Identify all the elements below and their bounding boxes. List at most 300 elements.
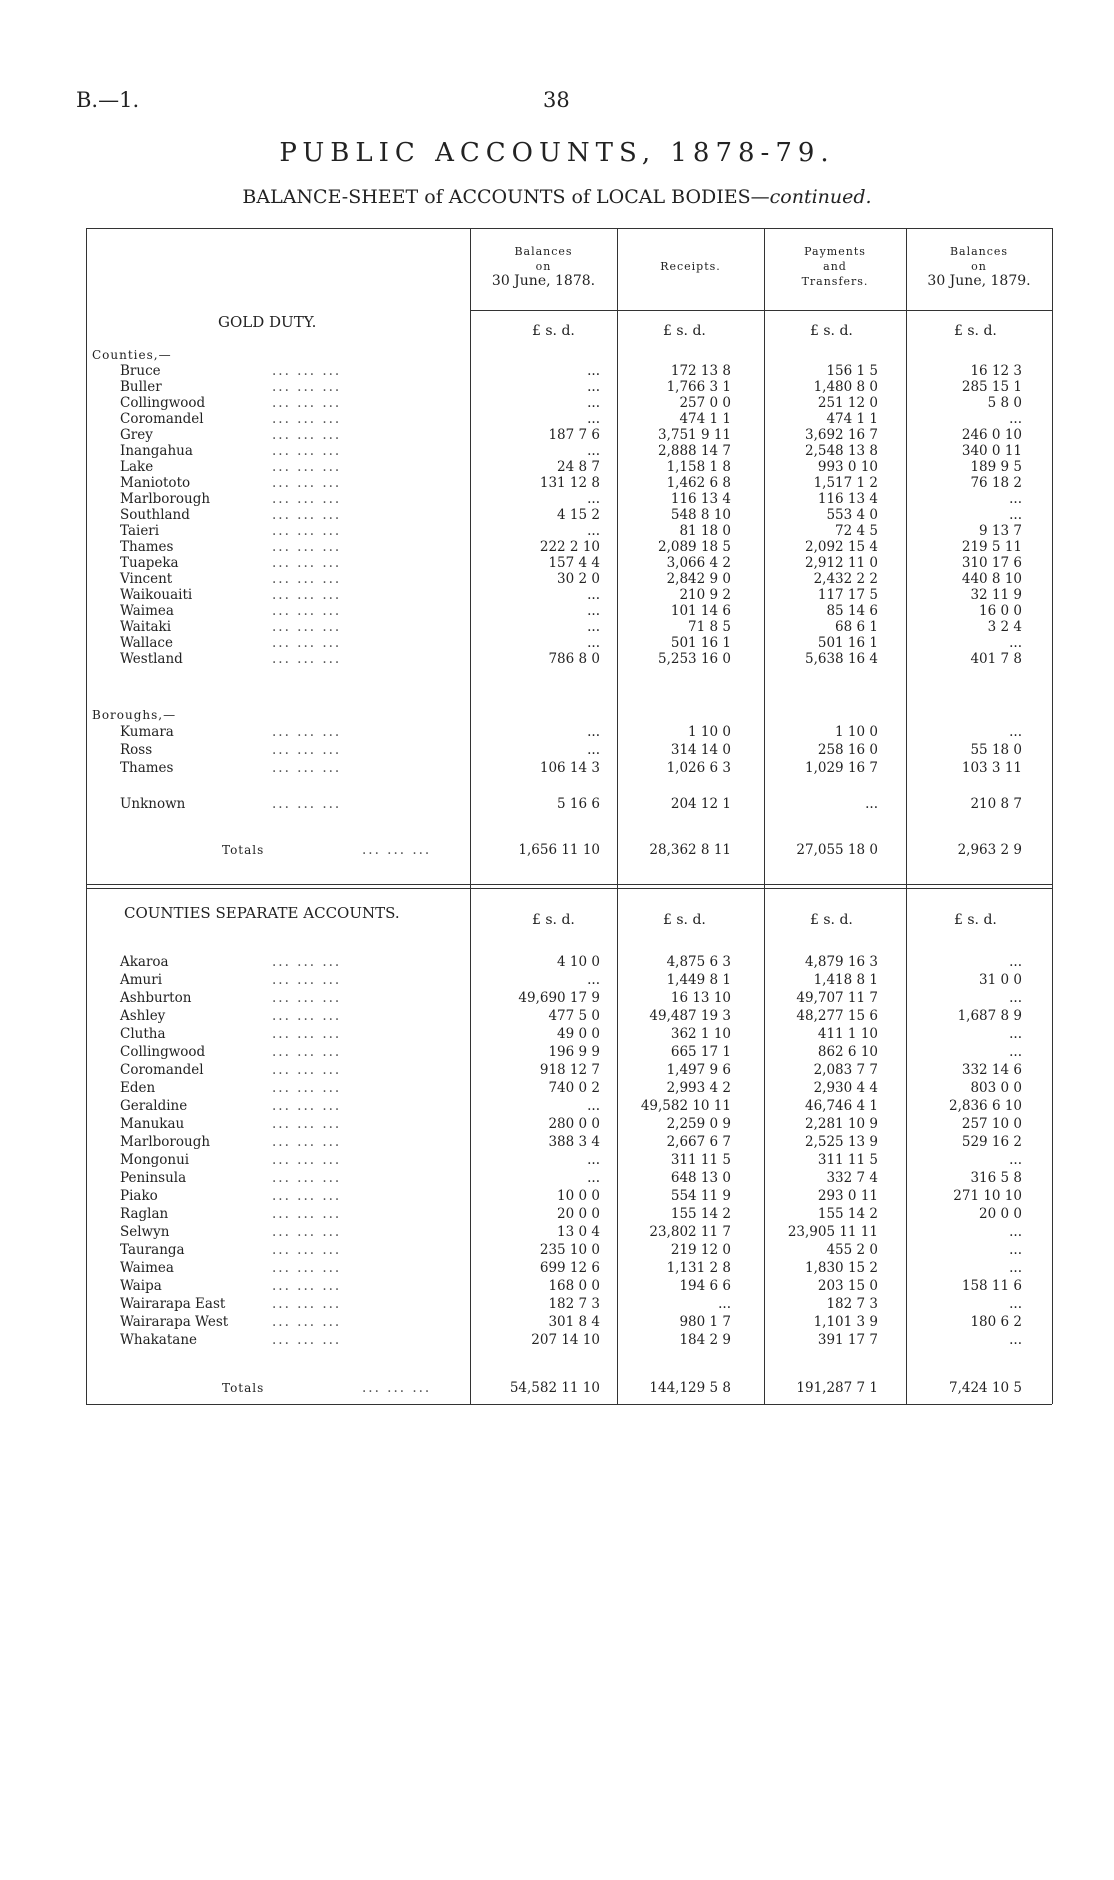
- balance-1879-cell: 219 5 11: [961, 539, 1022, 555]
- table-row-totals: [0, 1380, 1114, 1397]
- row-label: Vincent: [120, 571, 173, 587]
- balance-1878-cell: ...: [587, 443, 600, 459]
- balance-1879-cell: 16 0 0: [979, 603, 1022, 619]
- balance-1878-cell: 157 4 4: [548, 555, 600, 571]
- leader-dots: ... ... ...: [272, 796, 342, 812]
- balance-1879-cell: 1,687 8 9: [957, 1008, 1022, 1024]
- table-row: [0, 395, 1114, 412]
- balance-1879-cell: ...: [1009, 1296, 1022, 1312]
- payments-cell: 1,101 3 9: [813, 1314, 878, 1330]
- payments-cell: 332 7 4: [826, 1170, 878, 1186]
- balance-1878-cell: 477 5 0: [548, 1008, 600, 1024]
- row-label: Waikouaiti: [120, 587, 193, 603]
- leader-dots: ... ... ...: [272, 411, 342, 427]
- payments-cell: 155 14 2: [817, 1206, 878, 1222]
- receipts-cell: 184 2 9: [679, 1332, 731, 1348]
- leader-dots: ... ... ...: [362, 842, 432, 858]
- balance-1878-cell: 786 8 0: [548, 651, 600, 667]
- balance-1879-cell: ...: [1009, 1152, 1022, 1168]
- row-label: Manukau: [120, 1116, 185, 1132]
- receipts-cell: 23,802 11 7: [649, 1224, 731, 1240]
- leader-dots: ... ... ...: [272, 990, 342, 1006]
- leader-dots: ... ... ...: [272, 587, 342, 603]
- group-title-boroughs: Boroughs,—: [92, 708, 177, 722]
- table-row: [0, 760, 1114, 777]
- balance-1878-cell: ...: [587, 411, 600, 427]
- leader-dots: ... ... ...: [272, 1116, 342, 1132]
- payments-cell: 2,930 4 4: [813, 1080, 878, 1096]
- balance-1878-cell: 13 0 4: [557, 1224, 600, 1240]
- header-line-3: 30 June, 1878.: [491, 273, 596, 289]
- receipts-cell: 1,158 1 8: [666, 459, 731, 475]
- leader-dots: ... ... ...: [272, 1098, 342, 1114]
- page-title: PUBLIC ACCOUNTS, 1878-79.: [279, 138, 835, 168]
- payments-cell: 293 0 11: [817, 1188, 878, 1204]
- leader-dots: ... ... ...: [272, 491, 342, 507]
- receipts-cell: 219 12 0: [670, 1242, 731, 1258]
- header-line-1: Balances: [514, 245, 573, 258]
- row-label: Peninsula: [120, 1170, 187, 1186]
- table-row: [0, 491, 1114, 508]
- table-row: [0, 459, 1114, 476]
- balance-1879-cell: 180 6 2: [970, 1314, 1022, 1330]
- balance-1878-cell: ...: [587, 587, 600, 603]
- balance-1878-cell: 5 16 6: [557, 796, 600, 812]
- table-row: [0, 571, 1114, 588]
- balance-1878-cell: 1,656 11 10: [518, 842, 600, 858]
- row-label: Maniototo: [120, 475, 191, 491]
- row-label: Totals: [222, 843, 265, 857]
- balance-1878-cell: ...: [587, 603, 600, 619]
- balance-1879-cell: ...: [1009, 724, 1022, 740]
- balance-1879-cell: ...: [1009, 491, 1022, 507]
- receipts-cell: 2,888 14 7: [658, 443, 731, 459]
- payments-cell: 553 4 0: [826, 507, 878, 523]
- section-title-gold-duty: GOLD DUTY.: [218, 313, 317, 331]
- receipts-cell: 28,362 8 11: [649, 842, 731, 858]
- leader-dots: ... ... ...: [272, 972, 342, 988]
- payments-cell: 203 15 0: [817, 1278, 878, 1294]
- leader-dots: ... ... ...: [272, 539, 342, 555]
- balance-1879-cell: 16 12 3: [970, 363, 1022, 379]
- receipts-cell: 1,766 3 1: [666, 379, 731, 395]
- header-line-1: Payments: [804, 245, 866, 258]
- header-line-3: 30 June, 1879.: [927, 273, 1031, 289]
- currency-units-label: £ s. d.: [532, 323, 575, 339]
- row-label: Thames: [120, 760, 174, 776]
- table-row: [0, 1080, 1114, 1097]
- table-row: [0, 1044, 1114, 1061]
- table-row: [0, 1116, 1114, 1133]
- table-row: [0, 1314, 1114, 1331]
- currency-units-label: £ s. d.: [663, 323, 706, 339]
- leader-dots: ... ... ...: [272, 523, 342, 539]
- row-label: Wairarapa West: [120, 1314, 229, 1330]
- row-label: Bruce: [120, 363, 161, 379]
- row-label: Coromandel: [120, 411, 204, 427]
- page-number: 38: [543, 88, 570, 112]
- balance-1878-cell: 49,690 17 9: [518, 990, 600, 1006]
- row-label: Kumara: [120, 724, 174, 740]
- payments-cell: 251 12 0: [817, 395, 878, 411]
- leader-dots: ... ... ...: [272, 635, 342, 651]
- table-row: [0, 651, 1114, 668]
- payments-cell: 3,692 16 7: [805, 427, 878, 443]
- table-row: [0, 475, 1114, 492]
- balance-1878-cell: 4 10 0: [557, 954, 600, 970]
- receipts-cell: 3,751 9 11: [658, 427, 731, 443]
- balance-1879-cell: 257 10 0: [961, 1116, 1022, 1132]
- receipts-cell: 648 13 0: [670, 1170, 731, 1186]
- row-label: Wallace: [120, 635, 173, 651]
- receipts-cell: 5,253 16 0: [658, 651, 731, 667]
- receipts-cell: 665 17 1: [670, 1044, 731, 1060]
- receipts-cell: 1,449 8 1: [666, 972, 731, 988]
- receipts-cell: 144,129 5 8: [649, 1380, 731, 1396]
- receipts-cell: 3,066 4 2: [666, 555, 731, 571]
- payments-cell: 993 0 10: [817, 459, 878, 475]
- payments-cell: 1,029 16 7: [805, 760, 878, 776]
- leader-dots: ... ... ...: [272, 1296, 342, 1312]
- row-label: Buller: [120, 379, 162, 395]
- balance-1879-cell: ...: [1009, 411, 1022, 427]
- leader-dots: ... ... ...: [272, 954, 342, 970]
- balance-1879-cell: 803 0 0: [970, 1080, 1022, 1096]
- receipts-cell: 1,497 9 6: [666, 1062, 731, 1078]
- payments-cell: 411 1 10: [817, 1026, 878, 1042]
- payments-cell: 191,287 7 1: [796, 1380, 878, 1396]
- row-label: Clutha: [120, 1026, 166, 1042]
- table-row: [0, 1062, 1114, 1079]
- balance-1878-cell: 388 3 4: [548, 1134, 600, 1150]
- row-label: Unknown: [120, 796, 186, 812]
- payments-cell: 474 1 1: [826, 411, 878, 427]
- leader-dots: ... ... ...: [272, 363, 342, 379]
- balance-1879-cell: 32 11 9: [970, 587, 1022, 603]
- table-row: [0, 363, 1114, 380]
- leader-dots: ... ... ...: [272, 760, 342, 776]
- table-row-totals: [0, 842, 1114, 859]
- balance-1879-cell: 2,963 2 9: [957, 842, 1022, 858]
- receipts-cell: 49,582 10 11: [640, 1098, 731, 1114]
- row-label: Piako: [120, 1188, 158, 1204]
- table-row: [0, 443, 1114, 460]
- balance-1879-cell: ...: [1009, 507, 1022, 523]
- header-rule: [470, 310, 1052, 311]
- table-row: [0, 1026, 1114, 1043]
- header-line-3: Transfers.: [801, 275, 869, 288]
- table-row: [0, 1242, 1114, 1259]
- leader-dots: ... ... ...: [272, 1026, 342, 1042]
- receipts-cell: 155 14 2: [670, 1206, 731, 1222]
- table-row: [0, 990, 1114, 1007]
- receipts-cell: 194 6 6: [679, 1278, 731, 1294]
- balance-1878-cell: ...: [587, 363, 600, 379]
- leader-dots: ... ... ...: [272, 1206, 342, 1222]
- payments-cell: 156 1 5: [826, 363, 878, 379]
- row-label: Collingwood: [120, 1044, 206, 1060]
- payments-cell: 46,746 4 1: [805, 1098, 878, 1114]
- currency-units-label: £ s. d.: [810, 323, 853, 339]
- payments-cell: 2,912 11 0: [805, 555, 878, 571]
- balance-1878-cell: 168 0 0: [548, 1278, 600, 1294]
- leader-dots: ... ... ...: [272, 1332, 342, 1348]
- leader-dots: ... ... ...: [272, 571, 342, 587]
- balance-1879-cell: 55 18 0: [970, 742, 1022, 758]
- payments-cell: 2,083 7 7: [813, 1062, 878, 1078]
- receipts-cell: 474 1 1: [679, 411, 731, 427]
- leader-dots: ... ... ...: [272, 1044, 342, 1060]
- payments-cell: 2,432 2 2: [813, 571, 878, 587]
- currency-units-label: £ s. d.: [532, 912, 575, 928]
- table-row: [0, 1098, 1114, 1115]
- balance-1879-cell: ...: [1009, 1260, 1022, 1276]
- row-label: Amuri: [120, 972, 163, 988]
- payments-cell: 27,055 18 0: [796, 842, 878, 858]
- leader-dots: ... ... ...: [272, 724, 342, 740]
- receipts-cell: 2,993 4 2: [666, 1080, 731, 1096]
- currency-units-label: £ s. d.: [663, 912, 706, 928]
- balance-1878-cell: 196 9 9: [548, 1044, 600, 1060]
- table-row: [0, 1134, 1114, 1151]
- balance-1879-cell: 310 17 6: [961, 555, 1022, 571]
- leader-dots: ... ... ...: [272, 1008, 342, 1024]
- balance-1879-cell: 5 8 0: [987, 395, 1022, 411]
- balance-1879-cell: 316 5 8: [970, 1170, 1022, 1186]
- table-row-unknown: [0, 796, 1114, 813]
- balance-1879-cell: 76 18 2: [970, 475, 1022, 491]
- row-label: Geraldine: [120, 1098, 188, 1114]
- leader-dots: ... ... ...: [272, 1224, 342, 1240]
- balance-1879-cell: 271 10 10: [953, 1188, 1022, 1204]
- payments-cell: 258 16 0: [817, 742, 878, 758]
- row-label: Westland: [120, 651, 183, 667]
- balance-1878-cell: ...: [587, 395, 600, 411]
- row-label: Waipa: [120, 1278, 162, 1294]
- table-row: [0, 555, 1114, 572]
- table-row: [0, 1152, 1114, 1169]
- leader-dots: ... ... ...: [272, 1188, 342, 1204]
- table-row: [0, 379, 1114, 396]
- row-label: Ashburton: [120, 990, 192, 1006]
- balance-1879-cell: 189 9 5: [970, 459, 1022, 475]
- row-label: Southland: [120, 507, 190, 523]
- receipts-cell: 16 13 10: [670, 990, 731, 1006]
- receipts-cell: 116 13 4: [670, 491, 731, 507]
- row-label: Tuapeka: [120, 555, 179, 571]
- receipts-cell: 2,089 18 5: [658, 539, 731, 555]
- table-top-rule: [86, 228, 1052, 229]
- balance-1878-cell: 20 0 0: [557, 1206, 600, 1222]
- group-title-counties: Counties,—: [92, 348, 172, 362]
- row-label: Eden: [120, 1080, 156, 1096]
- balance-1879-cell: 158 11 6: [961, 1278, 1022, 1294]
- payments-cell: 311 11 5: [817, 1152, 878, 1168]
- table-row: [0, 1260, 1114, 1277]
- balance-1879-cell: 20 0 0: [979, 1206, 1022, 1222]
- table-bottom-rule: [86, 1404, 1052, 1405]
- leader-dots: ... ... ...: [272, 1134, 342, 1150]
- table-row: [0, 603, 1114, 620]
- balance-1879-cell: 246 0 10: [961, 427, 1022, 443]
- table-row: [0, 954, 1114, 971]
- table-row: [0, 427, 1114, 444]
- section-title-counties-separate: COUNTIES SEPARATE ACCOUNTS.: [124, 904, 400, 922]
- balance-1878-cell: 222 2 10: [539, 539, 600, 555]
- leader-dots: ... ... ...: [272, 395, 342, 411]
- balance-1879-cell: 340 0 11: [961, 443, 1022, 459]
- balance-1878-cell: 24 8 7: [557, 459, 600, 475]
- receipts-cell: 2,842 9 0: [666, 571, 731, 587]
- row-label: Mongonui: [120, 1152, 190, 1168]
- payments-cell: 2,281 10 9: [805, 1116, 878, 1132]
- table-row: [0, 972, 1114, 989]
- leader-dots: ... ... ...: [272, 459, 342, 475]
- payments-cell: 1,418 8 1: [813, 972, 878, 988]
- receipts-cell: 2,667 6 7: [666, 1134, 731, 1150]
- balance-1878-cell: ...: [587, 523, 600, 539]
- receipts-cell: 172 13 8: [670, 363, 731, 379]
- row-label: Taieri: [120, 523, 160, 539]
- balance-1878-cell: ...: [587, 972, 600, 988]
- balance-1878-cell: 699 12 6: [539, 1260, 600, 1276]
- leader-dots: ... ... ...: [272, 1170, 342, 1186]
- balance-1879-cell: 401 7 8: [970, 651, 1022, 667]
- balance-1879-cell: 285 15 1: [961, 379, 1022, 395]
- balance-1878-cell: ...: [587, 491, 600, 507]
- table-row: [0, 724, 1114, 741]
- leader-dots: ... ... ...: [272, 1062, 342, 1078]
- balance-1879-cell: ...: [1009, 635, 1022, 651]
- table-row: [0, 1008, 1114, 1025]
- row-label: Wairarapa East: [120, 1296, 226, 1312]
- balance-1878-cell: 918 12 7: [539, 1062, 600, 1078]
- table-row: [0, 1224, 1114, 1241]
- payments-cell: 117 17 5: [817, 587, 878, 603]
- header-line-2: on: [535, 260, 552, 273]
- balance-1879-cell: ...: [1009, 1242, 1022, 1258]
- page-reference: B.—1.: [76, 88, 140, 112]
- receipts-cell: 362 1 10: [670, 1026, 731, 1042]
- payments-cell: 182 7 3: [826, 1296, 878, 1312]
- row-label: Inangahua: [120, 443, 193, 459]
- balance-1878-cell: ...: [587, 1170, 600, 1186]
- balance-1879-cell: ...: [1009, 1026, 1022, 1042]
- table-row: [0, 1206, 1114, 1223]
- leader-dots: ... ... ...: [272, 1314, 342, 1330]
- payments-cell: 2,525 13 9: [805, 1134, 878, 1150]
- balance-1878-cell: 49 0 0: [557, 1026, 600, 1042]
- receipts-cell: 1,462 6 8: [666, 475, 731, 491]
- row-label: Lake: [120, 459, 154, 475]
- table-row: [0, 1332, 1114, 1349]
- currency-units-label: £ s. d.: [810, 912, 853, 928]
- receipts-cell: 101 14 6: [670, 603, 731, 619]
- header-line-2: on: [971, 260, 987, 273]
- subtitle-continued: continued.: [769, 186, 872, 208]
- balance-1878-cell: 131 12 8: [539, 475, 600, 491]
- payments-cell: 1,480 8 0: [813, 379, 878, 395]
- balance-1878-cell: 280 0 0: [548, 1116, 600, 1132]
- receipts-cell: 314 14 0: [670, 742, 731, 758]
- payments-cell: 49,707 11 7: [796, 990, 878, 1006]
- table-row: [0, 411, 1114, 428]
- currency-units-label: £ s. d.: [954, 323, 997, 339]
- payments-cell: 85 14 6: [826, 603, 878, 619]
- table-row: [0, 587, 1114, 604]
- leader-dots: ... ... ...: [272, 1278, 342, 1294]
- payments-cell: 23,905 11 11: [787, 1224, 878, 1240]
- leader-dots: ... ... ...: [272, 507, 342, 523]
- balance-1879-cell: 3 2 4: [987, 619, 1022, 635]
- payments-cell: ...: [865, 796, 878, 812]
- payments-cell: 1 10 0: [835, 724, 878, 740]
- leader-dots: ... ... ...: [272, 427, 342, 443]
- payments-cell: 4,879 16 3: [805, 954, 878, 970]
- row-label: Grey: [120, 427, 153, 443]
- balance-1879-cell: 31 0 0: [979, 972, 1022, 988]
- receipts-cell: 311 11 5: [670, 1152, 731, 1168]
- leader-dots: ... ... ...: [272, 1260, 342, 1276]
- receipts-cell: 1,026 6 3: [666, 760, 731, 776]
- row-label: Akaroa: [120, 954, 169, 970]
- leader-dots: ... ... ...: [272, 1080, 342, 1096]
- leader-dots: ... ... ...: [272, 1242, 342, 1258]
- balance-1879-cell: 103 3 11: [961, 760, 1022, 776]
- table-row: [0, 1278, 1114, 1295]
- payments-cell: 1,517 1 2: [813, 475, 878, 491]
- row-label: Marlborough: [120, 491, 211, 507]
- leader-dots: ... ... ...: [272, 651, 342, 667]
- balance-1879-cell: 2,836 6 10: [949, 1098, 1022, 1114]
- column-header-balances-1878: [470, 244, 617, 289]
- payments-cell: 5,638 16 4: [805, 651, 878, 667]
- row-label: Ashley: [120, 1008, 166, 1024]
- row-label: Collingwood: [120, 395, 206, 411]
- section-divider-rule-1: [86, 884, 1052, 885]
- page-subtitle: [0, 186, 1114, 208]
- leader-dots: ... ... ...: [272, 379, 342, 395]
- row-label: Ross: [120, 742, 153, 758]
- balance-1878-cell: 4 15 2: [557, 507, 600, 523]
- payments-cell: 862 6 10: [817, 1044, 878, 1060]
- balance-1878-cell: 235 10 0: [539, 1242, 600, 1258]
- balance-1879-cell: 9 13 7: [979, 523, 1022, 539]
- table-row: [0, 1170, 1114, 1187]
- subtitle-main: BALANCE-SHEET of ACCOUNTS of LOCAL BODIES—: [242, 186, 770, 208]
- table-row: [0, 635, 1114, 652]
- balance-1878-cell: ...: [587, 724, 600, 740]
- balance-1878-cell: 740 0 2: [548, 1080, 600, 1096]
- row-label: Tauranga: [120, 1242, 185, 1258]
- table-row: [0, 1188, 1114, 1205]
- receipts-cell: 4,875 6 3: [666, 954, 731, 970]
- payments-cell: 455 2 0: [826, 1242, 878, 1258]
- receipts-cell: 49,487 19 3: [649, 1008, 731, 1024]
- balance-1879-cell: 210 8 7: [970, 796, 1022, 812]
- column-header-balances-1879: [906, 244, 1052, 289]
- balance-1878-cell: 207 14 10: [531, 1332, 600, 1348]
- leader-dots: ... ... ...: [362, 1380, 432, 1396]
- header-line-2: Receipts.: [660, 260, 721, 273]
- receipts-cell: 71 8 5: [688, 619, 731, 635]
- receipts-cell: 501 16 1: [670, 635, 731, 651]
- table-row: [0, 742, 1114, 759]
- receipts-cell: 257 0 0: [679, 395, 731, 411]
- balance-1878-cell: ...: [587, 742, 600, 758]
- receipts-cell: 210 9 2: [679, 587, 731, 603]
- balance-1878-cell: 301 8 4: [548, 1314, 600, 1330]
